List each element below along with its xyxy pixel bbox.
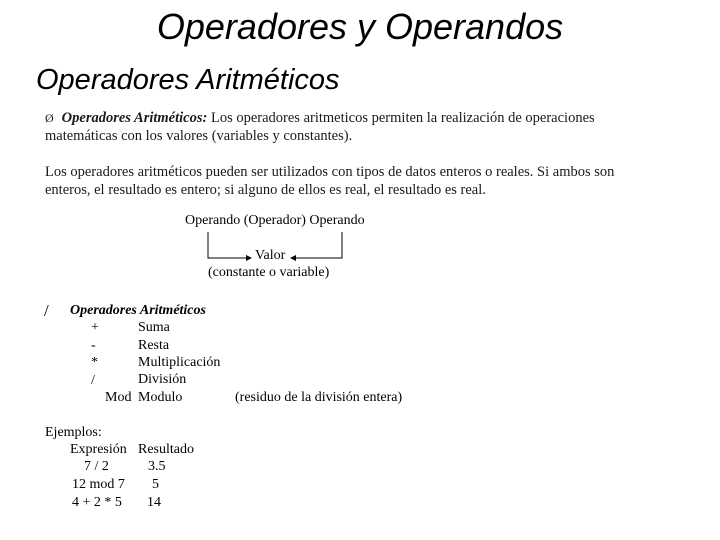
operator-name: Suma [138, 320, 170, 335]
mod-symbol: Mod [105, 390, 132, 405]
intro-text: Los operadores aritmeticos permiten la realización de operaciones matemáticas con los valores (variables y constantes). [45, 110, 595, 144]
diagram-value-label: Valor [255, 248, 286, 263]
operator-symbol: / [91, 373, 95, 388]
types-paragraph: Los operadores aritméticos pueden ser utilizados con tipos de datos enteros o reales. Si ambos son enteros, el resultado es entero; si alguno de ellos es real, el resultado es real. [45, 164, 615, 198]
operator-name: Multiplicación [138, 355, 221, 370]
diagram-value-note: (constante o variable) [208, 265, 330, 280]
right-arrow-line [296, 232, 342, 258]
slide-title: Operadores y Operandos [156, 6, 564, 47]
operator-symbol: + [91, 320, 99, 335]
mod-note: (residuo de la división entera) [235, 390, 403, 405]
mod-name: Modulo [138, 390, 183, 405]
intro-paragraph [45, 109, 630, 145]
example-result: 3.5 [148, 459, 166, 474]
operator-symbol: - [91, 338, 96, 353]
diagram-top-label: Operando (Operador) Operando [185, 213, 365, 228]
left-arrow-line [208, 232, 246, 258]
operator-name: Resta [138, 338, 170, 353]
list-marker: / [44, 301, 49, 320]
examples-col-result: Resultado [138, 442, 194, 457]
example-result: 14 [147, 495, 161, 510]
example-expression: 4 + 2 * 5 [72, 495, 122, 510]
right-arrowhead-icon [290, 255, 296, 261]
examples-col-expression: Expresión [70, 442, 127, 457]
example-result: 5 [152, 477, 159, 492]
slide-subtitle: Operadores Aritméticos [36, 64, 340, 96]
operator-symbol: * [91, 355, 98, 370]
operators-heading: Operadores Aritméticos [70, 303, 206, 318]
examples-heading: Ejemplos: [45, 425, 102, 440]
example-expression: 7 / 2 [84, 459, 109, 474]
left-arrowhead-icon [246, 255, 252, 261]
example-expression: 12 mod 7 [72, 477, 125, 492]
operator-name: División [138, 372, 187, 387]
intro-lead: Operadores Aritméticos: [61, 110, 208, 126]
arrow-bullet-icon: Ø [45, 111, 54, 125]
operator-row [91, 319, 99, 337]
